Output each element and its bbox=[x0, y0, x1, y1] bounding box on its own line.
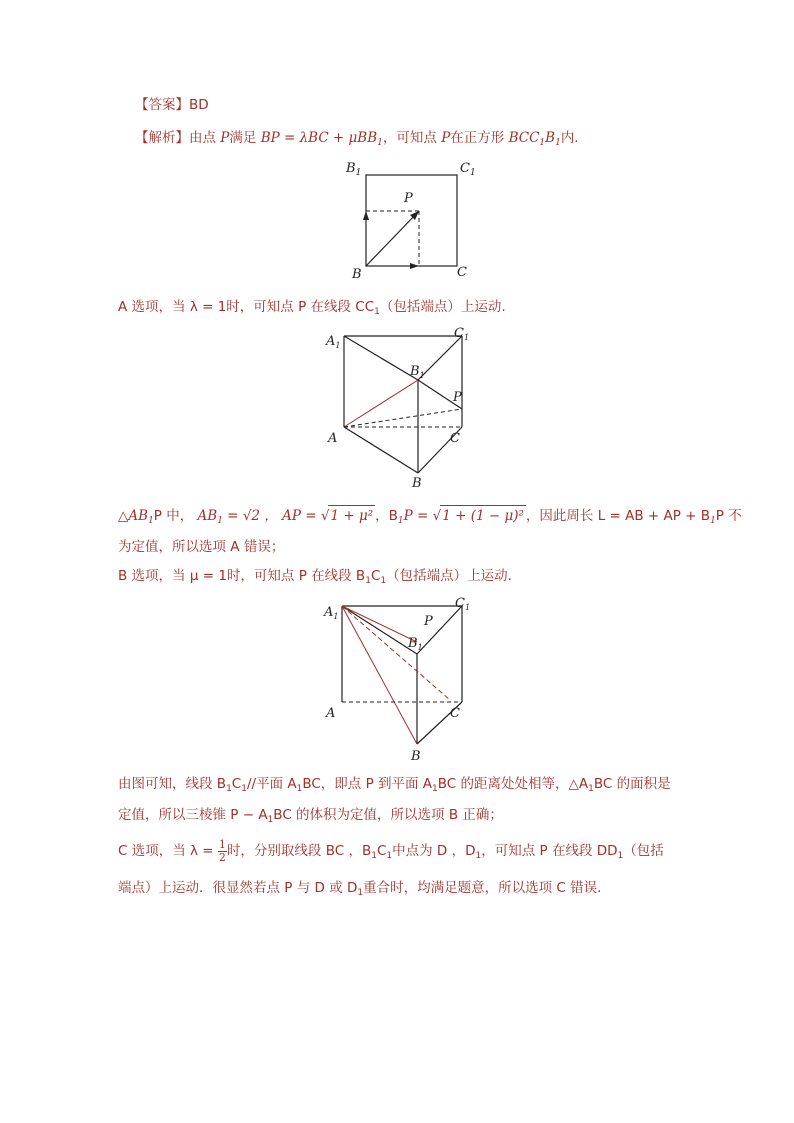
calc-text: P 中， bbox=[153, 508, 194, 524]
calc-text: C bbox=[231, 776, 242, 792]
option-c-text: 重合时，均满足题意，所以选项 C 错误. bbox=[363, 880, 602, 896]
subscript: 1 bbox=[539, 138, 546, 148]
answer-line bbox=[135, 95, 209, 115]
subscript: 1 bbox=[397, 516, 404, 526]
subscript: 1 bbox=[617, 851, 624, 861]
subscript: 1 bbox=[386, 851, 393, 861]
subscript: 1 bbox=[432, 784, 438, 794]
point-p: P bbox=[441, 130, 451, 146]
label-C1: $C_1$ bbox=[455, 596, 471, 612]
subscript: 1 bbox=[374, 307, 380, 317]
segment-b1p: P = bbox=[403, 508, 433, 524]
label-P: P bbox=[404, 191, 413, 206]
calc-text: 定值，所以三棱锥 P − A bbox=[118, 807, 268, 823]
segment-ap: AP = bbox=[282, 508, 321, 524]
label-A1: $A_1$ bbox=[324, 605, 339, 621]
subscript: 1 bbox=[371, 851, 377, 861]
subscript: 1 bbox=[710, 516, 716, 526]
analysis-text: 内. bbox=[560, 130, 579, 146]
calc-text: BC 的体积为定值，所以选项 B 正确； bbox=[273, 807, 503, 823]
subscript: 1 bbox=[296, 784, 303, 794]
calc-text: ，因此周长 L = AB + AP + B bbox=[525, 508, 711, 524]
arrow-right bbox=[410, 263, 419, 269]
option-b-line bbox=[118, 566, 512, 591]
answer-value: BD bbox=[189, 97, 209, 113]
subscript: 1 bbox=[365, 576, 371, 586]
calc-text: 由图可知，线段 B bbox=[118, 776, 227, 792]
figure-square bbox=[330, 150, 480, 285]
subscript: 1 bbox=[357, 888, 364, 898]
figure-prism-a bbox=[320, 322, 480, 492]
square-name: B bbox=[545, 130, 556, 146]
label-B: B bbox=[411, 749, 421, 764]
calc-text: BC，即点 P 到平面 A bbox=[302, 776, 433, 792]
label-B: B bbox=[412, 476, 422, 491]
label-C: C bbox=[450, 431, 460, 446]
label-P: P bbox=[424, 614, 433, 629]
option-a-text: （包括端点）上运动. bbox=[379, 299, 506, 315]
calc-text: //平面 A bbox=[246, 776, 297, 792]
answer-label: 【答案】 bbox=[135, 97, 189, 113]
option-a-text: A 选项，当 λ = 1时，可知点 P 在线段 CC bbox=[118, 299, 375, 315]
ab1-value: = √2 ， bbox=[222, 508, 278, 524]
option-c-text: 端点）上运动．很显然若点 P 与 D 或 D bbox=[118, 880, 358, 896]
label-A1: $A_1$ bbox=[326, 334, 341, 350]
label-B: B bbox=[352, 267, 362, 282]
analysis-text: 在正方形 bbox=[450, 130, 505, 146]
label-B1: $B_1$ bbox=[410, 364, 425, 380]
arrow-up bbox=[363, 211, 369, 220]
segment-ab1: AB bbox=[197, 508, 218, 524]
point-p: P bbox=[220, 130, 230, 146]
subscript: 1 bbox=[588, 784, 594, 794]
option-c-text: （包括 bbox=[623, 843, 664, 859]
label-B1: $B_1$ bbox=[346, 161, 362, 178]
option-b-calc-line-2 bbox=[118, 805, 503, 830]
subscript: 1 bbox=[380, 576, 387, 586]
analysis-label: 【解析】 bbox=[135, 130, 189, 146]
analysis-text: 满足 bbox=[229, 130, 257, 146]
label-C: C bbox=[450, 706, 460, 721]
label-A: A bbox=[328, 431, 338, 446]
option-c-text: C bbox=[376, 843, 387, 859]
label-B1: $B_1$ bbox=[408, 636, 423, 652]
option-c-text: 中点为 D ，D bbox=[392, 843, 476, 859]
option-c-line-2 bbox=[118, 878, 601, 903]
analysis-text: 由点 bbox=[189, 130, 216, 146]
label-A: A bbox=[326, 706, 336, 721]
calc-text: BC 的面积是 bbox=[593, 776, 671, 792]
label-C: C bbox=[457, 265, 467, 280]
option-b-calc-line-1 bbox=[118, 774, 671, 799]
square-name: BCC bbox=[508, 130, 540, 146]
diagonal-bp bbox=[366, 211, 419, 266]
subscript: 1 bbox=[148, 516, 154, 526]
fraction-half bbox=[218, 839, 227, 864]
option-a-calc-line-2 bbox=[118, 537, 284, 557]
option-c-text: 时，分别取线段 BC ，B bbox=[226, 843, 372, 859]
subscript: 1 bbox=[226, 784, 232, 794]
option-b-text: （包括端点）上运动. bbox=[386, 568, 512, 584]
calc-text: ，B bbox=[375, 508, 398, 524]
calc-text: 为定值，所以选项 A 错误； bbox=[118, 539, 285, 555]
calc-text: BC 的距离处处相等，△A bbox=[437, 776, 589, 792]
calc-text: P 不 bbox=[715, 508, 742, 524]
analysis-text: ，可知点 bbox=[382, 130, 437, 146]
label-P: P bbox=[453, 390, 462, 405]
subscript: 1 bbox=[217, 516, 223, 526]
fraction-numerator: 1 bbox=[218, 837, 226, 851]
triangle-name: △AB bbox=[118, 508, 149, 524]
option-a-calc-line-1: $\triangle AB_1P$ 中， $AB_1 = √2$ ， AP = √1 + μ² ，$B_1P = √1 + (1 - \mu)^2$ ，因此周长 L = AB + AP + $B_1P$ 不 bbox=[118, 505, 742, 531]
label-C1: $C_1$ bbox=[454, 326, 470, 342]
label-C1: $C_1$ bbox=[460, 161, 476, 178]
option-a-line bbox=[118, 297, 506, 322]
subscript: 1 bbox=[475, 851, 482, 861]
subscript: 1 bbox=[377, 138, 383, 148]
figure-prism-b bbox=[320, 592, 480, 767]
option-c-text: ，可知点 P 在线段 DD bbox=[481, 843, 618, 859]
fraction-denominator: 2 bbox=[218, 850, 226, 864]
option-b-text: B 选项，当 μ = 1时，可知点 P 在线段 B bbox=[118, 568, 366, 584]
ap-root: 1 + μ² bbox=[328, 505, 375, 526]
option-b-text: C bbox=[370, 568, 381, 584]
subscript: 1 bbox=[241, 784, 247, 794]
b1p-root: 1 + (1 − μ)² bbox=[440, 505, 526, 526]
vector-equation: BP = λBC + μBB bbox=[260, 130, 378, 146]
subscript: 1 bbox=[267, 815, 274, 825]
subscript: 1 bbox=[555, 138, 561, 148]
option-c-text: C 选项，当 λ = bbox=[118, 843, 214, 859]
option-c-line-1 bbox=[118, 838, 664, 869]
